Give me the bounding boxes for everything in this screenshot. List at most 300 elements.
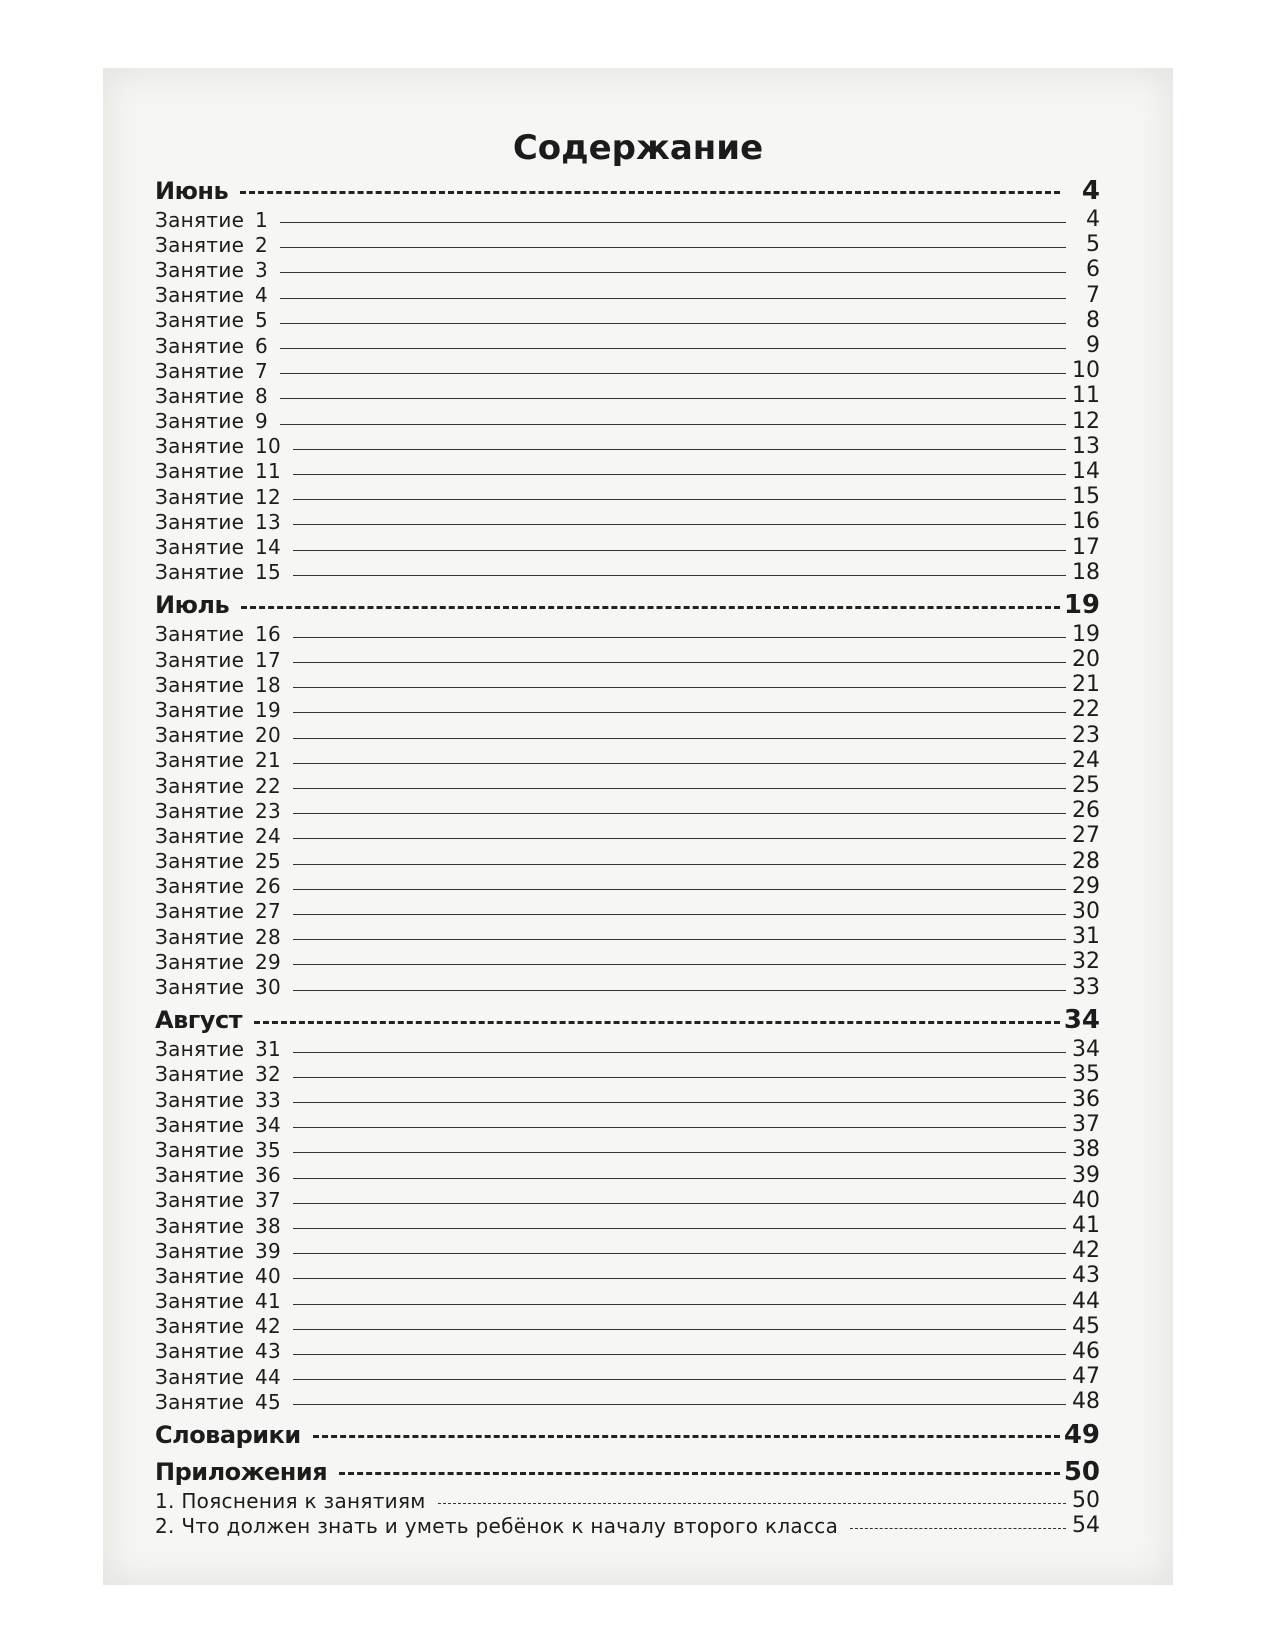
- line-leader: [293, 1203, 1066, 1204]
- entry-word: Занятие: [155, 283, 245, 308]
- line-leader: [293, 1278, 1066, 1279]
- entry-label: [155, 535, 281, 559]
- dash-leader: [240, 191, 1060, 194]
- entry-label: [155, 698, 281, 722]
- lesson-number: 30: [255, 975, 282, 1000]
- lesson-number: 32: [255, 1062, 282, 1087]
- toc-entry[interactable]: [155, 207, 1100, 232]
- entry-label: [155, 1390, 281, 1414]
- line-leader: [293, 939, 1066, 940]
- entry-word: Занятие: [155, 1314, 245, 1339]
- section-page-number: 50: [1063, 1456, 1100, 1487]
- entry-label: [155, 899, 281, 923]
- entry-page-number: 32: [1072, 949, 1100, 975]
- entry-page-number: 16: [1072, 509, 1100, 535]
- entry-page-number: 5: [1086, 232, 1100, 258]
- lesson-number: 25: [255, 849, 282, 874]
- entry-word: Занятие: [155, 1163, 245, 1188]
- line-leader: [293, 550, 1066, 551]
- entry-word: Занятие: [155, 308, 245, 333]
- lesson-number: 24: [255, 823, 282, 848]
- toc-entry[interactable]: [155, 560, 1100, 585]
- toc-entry[interactable]: [155, 1112, 1100, 1137]
- toc-entry[interactable]: [155, 1137, 1100, 1162]
- line-leader: [280, 298, 1066, 299]
- entry-page-number: 14: [1072, 458, 1100, 484]
- entry-label: [155, 1314, 281, 1338]
- entry-word: Занятие: [155, 1087, 245, 1112]
- lesson-number: 19: [255, 697, 282, 722]
- lesson-number: 21: [255, 748, 282, 773]
- entry-label: [155, 849, 281, 873]
- entry-word: Занятие: [155, 560, 245, 585]
- lesson-number: 41: [255, 1289, 282, 1314]
- entry-page-number: 12: [1072, 408, 1100, 434]
- entry-page-number: 4: [1086, 207, 1100, 233]
- lesson-number: 11: [255, 459, 282, 484]
- toc-entry[interactable]: [155, 459, 1100, 484]
- toc-entry[interactable]: [155, 1037, 1100, 1062]
- toc-section-june[interactable]: [155, 174, 1100, 207]
- entry-label: [155, 1037, 281, 1061]
- entry-page-number: 34: [1072, 1036, 1100, 1062]
- entry-word: Занятие: [155, 949, 245, 974]
- section-title: Июль: [155, 591, 230, 620]
- entry-word: Занятие: [155, 823, 245, 848]
- dash-leader: [438, 1503, 1066, 1504]
- entry-label: [155, 1264, 281, 1288]
- entry-page-number: 18: [1072, 559, 1100, 585]
- lesson-number: 17: [255, 647, 282, 672]
- entry-word: Занятие: [155, 409, 245, 434]
- dash-leader: [254, 1021, 1060, 1024]
- lesson-number: 38: [255, 1213, 282, 1238]
- entry-word: Занятие: [155, 1062, 245, 1087]
- toc-entry[interactable]: [155, 1213, 1100, 1238]
- line-leader: [280, 398, 1066, 399]
- entry-page-number: 8: [1086, 307, 1100, 333]
- toc-entry[interactable]: [155, 257, 1100, 282]
- lesson-number: 27: [255, 899, 282, 924]
- entry-label: [155, 1163, 281, 1187]
- entry-label: [155, 1239, 281, 1263]
- entry-word: Занятие: [155, 1137, 245, 1162]
- lesson-number: 35: [255, 1137, 282, 1162]
- toc-entry[interactable]: [155, 874, 1100, 899]
- toc-entry[interactable]: [155, 672, 1100, 697]
- toc-entry[interactable]: [155, 534, 1100, 559]
- entry-label: [155, 560, 281, 584]
- entry-page-number: 39: [1072, 1162, 1100, 1188]
- entry-word: Занятие: [155, 207, 245, 232]
- toc-entry[interactable]: [155, 509, 1100, 534]
- lesson-number: 7: [255, 358, 269, 383]
- entry-word: Занятие: [155, 874, 245, 899]
- entry-label: [155, 1062, 281, 1086]
- lesson-number: 42: [255, 1314, 282, 1339]
- entry-page-number: 41: [1072, 1213, 1100, 1239]
- entry-word: Занятие: [155, 1289, 245, 1314]
- entry-label: [155, 874, 281, 898]
- entry-word: Занятие: [155, 723, 245, 748]
- line-leader: [280, 222, 1066, 223]
- entry-page-number: 30: [1072, 898, 1100, 924]
- entry-label: [155, 723, 281, 747]
- entry-page-number: 27: [1072, 823, 1100, 849]
- lesson-number: 14: [255, 535, 282, 560]
- entry-page-number: 6: [1086, 257, 1100, 283]
- entry-label: [155, 233, 268, 257]
- toc-entry[interactable]: [155, 1289, 1100, 1314]
- toc-appendix-item[interactable]: [155, 1513, 1100, 1538]
- entry-label: [155, 824, 281, 848]
- toc-entry[interactable]: [155, 308, 1100, 333]
- entry-page-number: 11: [1072, 383, 1100, 409]
- section-page-number: 19: [1063, 590, 1100, 621]
- line-leader: [293, 524, 1066, 525]
- toc-section-dictionaries[interactable]: [155, 1418, 1100, 1451]
- entry-page-number: 17: [1072, 534, 1100, 560]
- line-leader: [293, 838, 1066, 839]
- section-title: Август: [155, 1006, 243, 1035]
- toc-entry[interactable]: [155, 748, 1100, 773]
- toc-entry[interactable]: [155, 383, 1100, 408]
- toc-entry[interactable]: [155, 899, 1100, 924]
- lesson-number: 18: [255, 672, 282, 697]
- lesson-number: 39: [255, 1238, 282, 1263]
- entry-page-number: 13: [1072, 433, 1100, 459]
- entry-label: [155, 384, 268, 408]
- toc-section-august[interactable]: [155, 1004, 1100, 1037]
- dash-leader: [339, 1472, 1060, 1475]
- line-leader: [293, 1102, 1066, 1103]
- entry-label: [155, 925, 281, 949]
- line-leader: [293, 738, 1066, 739]
- line-leader: [293, 1329, 1066, 1330]
- line-leader: [293, 1379, 1066, 1380]
- lesson-number: 4: [255, 283, 269, 308]
- line-leader: [293, 449, 1066, 450]
- toc-section-appendices[interactable]: [155, 1455, 1100, 1488]
- toc-entry[interactable]: [155, 647, 1100, 672]
- entry-page-number: 48: [1072, 1389, 1100, 1415]
- entry-word: Занятие: [155, 899, 245, 924]
- lesson-number: 45: [255, 1389, 282, 1414]
- lesson-number: 43: [255, 1339, 282, 1364]
- toc-entry[interactable]: [155, 358, 1100, 383]
- lesson-number: 36: [255, 1163, 282, 1188]
- entry-label: [155, 359, 268, 383]
- entry-word: Занятие: [155, 257, 245, 282]
- section-page-number: 49: [1063, 1419, 1100, 1450]
- entry-label: [155, 975, 281, 999]
- entry-page-number: 21: [1072, 672, 1100, 698]
- line-leader: [293, 637, 1066, 638]
- entry-page-number: 36: [1072, 1087, 1100, 1113]
- entry-page-number: 43: [1072, 1263, 1100, 1289]
- section-page-number: 34: [1063, 1005, 1100, 1036]
- toc-entry[interactable]: [155, 409, 1100, 434]
- line-leader: [293, 1228, 1066, 1229]
- entry-label: [155, 1113, 281, 1137]
- entry-word: Занятие: [155, 358, 245, 383]
- entry-word: Занятие: [155, 1213, 245, 1238]
- line-leader: [293, 889, 1066, 890]
- entry-label: [155, 258, 268, 282]
- section-title: Приложения: [155, 1457, 328, 1486]
- entry-word: Занятие: [155, 647, 245, 672]
- lesson-number: 5: [255, 308, 269, 333]
- entry-page-number: 10: [1072, 358, 1100, 384]
- entry-label: [155, 283, 268, 307]
- toc-entry[interactable]: [155, 232, 1100, 257]
- line-leader: [280, 272, 1066, 273]
- entry-page-number: 38: [1072, 1137, 1100, 1163]
- entry-word: Занятие: [155, 1339, 245, 1364]
- toc-entry[interactable]: [155, 849, 1100, 874]
- entry-page-number: 42: [1072, 1238, 1100, 1264]
- entry-word: Занятие: [155, 333, 245, 358]
- entry-word: Занятие: [155, 748, 245, 773]
- entry-label: [155, 1188, 281, 1212]
- line-leader: [293, 499, 1066, 500]
- entry-label: [155, 748, 281, 772]
- entry-word: Занятие: [155, 697, 245, 722]
- line-leader: [293, 1052, 1066, 1053]
- entry-word: Занятие: [155, 1037, 245, 1062]
- entry-label: [155, 774, 281, 798]
- line-leader: [293, 1253, 1066, 1254]
- line-leader: [293, 763, 1066, 764]
- lesson-number: 16: [255, 622, 282, 647]
- lesson-number: 37: [255, 1188, 282, 1213]
- entry-label: [155, 1138, 281, 1162]
- toc-entry[interactable]: [155, 798, 1100, 823]
- dash-leader: [241, 606, 1060, 609]
- lesson-number: 3: [255, 257, 269, 282]
- line-leader: [293, 990, 1066, 991]
- entry-label: [155, 409, 268, 433]
- appendix-page-number: 54: [1072, 1513, 1100, 1539]
- lesson-number: 33: [255, 1087, 282, 1112]
- line-leader: [293, 914, 1066, 915]
- entry-label: [155, 1339, 281, 1363]
- entry-word: Занятие: [155, 798, 245, 823]
- entry-word: Занятие: [155, 459, 245, 484]
- page-title: Содержание: [512, 128, 764, 168]
- toc-entry[interactable]: [155, 1364, 1100, 1389]
- toc-entry[interactable]: [155, 773, 1100, 798]
- entry-word: Занятие: [155, 975, 245, 1000]
- entry-label: [155, 485, 281, 509]
- line-leader: [293, 1077, 1066, 1078]
- entry-page-number: 26: [1072, 798, 1100, 824]
- line-leader: [293, 662, 1066, 663]
- toc-entry[interactable]: [155, 622, 1100, 647]
- entry-word: Занятие: [155, 509, 245, 534]
- lesson-number: 15: [255, 560, 282, 585]
- entry-word: Занятие: [155, 849, 245, 874]
- entry-page-number: 19: [1072, 621, 1100, 647]
- toc-entry[interactable]: [155, 1314, 1100, 1339]
- entry-page-number: 25: [1072, 773, 1100, 799]
- toc-entry[interactable]: [155, 949, 1100, 974]
- entry-page-number: 15: [1072, 484, 1100, 510]
- lesson-number: 22: [255, 773, 282, 798]
- entry-page-number: 46: [1072, 1338, 1100, 1364]
- lesson-number: 44: [255, 1364, 282, 1389]
- entry-label: [155, 622, 281, 646]
- entry-label: [155, 434, 281, 458]
- entry-label: [155, 1214, 281, 1238]
- line-leader: [293, 1152, 1066, 1153]
- table-of-contents: [155, 174, 1100, 1538]
- entry-label: [155, 950, 281, 974]
- line-leader: [293, 864, 1066, 865]
- entry-page-number: 33: [1072, 974, 1100, 1000]
- lesson-number: 2: [255, 232, 269, 257]
- lesson-number: 34: [255, 1112, 282, 1137]
- toc-entry[interactable]: [155, 1238, 1100, 1263]
- lesson-number: 8: [255, 383, 269, 408]
- toc-entry[interactable]: [155, 697, 1100, 722]
- entry-label: [155, 1289, 281, 1313]
- entry-word: Занятие: [155, 924, 245, 949]
- lesson-number: 6: [255, 333, 269, 358]
- entry-word: Занятие: [155, 535, 245, 560]
- toc-entry[interactable]: [155, 924, 1100, 949]
- lesson-number: 10: [255, 434, 282, 459]
- line-leader: [293, 1304, 1066, 1305]
- entry-word: Занятие: [155, 434, 245, 459]
- toc-entry[interactable]: [155, 1263, 1100, 1288]
- entry-page-number: 29: [1072, 873, 1100, 899]
- entry-word: Занятие: [155, 1263, 245, 1288]
- toc-entry[interactable]: [155, 1087, 1100, 1112]
- entry-label: [155, 799, 281, 823]
- line-leader: [293, 712, 1066, 713]
- appendix-label: 1. Пояснения к занятиям: [155, 1488, 426, 1513]
- entry-label: [155, 208, 268, 232]
- entry-page-number: 31: [1072, 924, 1100, 950]
- toc-appendix-item[interactable]: [155, 1488, 1100, 1513]
- lesson-number: 26: [255, 874, 282, 899]
- lesson-number: 28: [255, 924, 282, 949]
- entry-label: [155, 1365, 281, 1389]
- line-leader: [280, 424, 1066, 425]
- toc-entry[interactable]: [155, 974, 1100, 999]
- entry-word: Занятие: [155, 383, 245, 408]
- appendix-page-number: 50: [1072, 1488, 1100, 1514]
- lesson-number: 13: [255, 509, 282, 534]
- entry-page-number: 40: [1072, 1187, 1100, 1213]
- toc-entry[interactable]: [155, 1188, 1100, 1213]
- line-leader: [293, 1354, 1066, 1355]
- entry-label: [155, 648, 281, 672]
- entry-label: [155, 308, 268, 332]
- section-title: Июнь: [155, 176, 229, 205]
- entry-page-number: 45: [1072, 1313, 1100, 1339]
- toc-entry[interactable]: [155, 1339, 1100, 1364]
- entry-word: Занятие: [155, 1389, 245, 1414]
- entry-page-number: 9: [1086, 333, 1100, 359]
- line-leader: [293, 1404, 1066, 1405]
- toc-entry[interactable]: [155, 823, 1100, 848]
- entry-word: Занятие: [155, 1238, 245, 1263]
- entry-word: Занятие: [155, 672, 245, 697]
- lesson-number: 23: [255, 798, 282, 823]
- entry-page-number: 24: [1072, 747, 1100, 773]
- toc-entry[interactable]: [155, 434, 1100, 459]
- line-leader: [293, 964, 1066, 965]
- lesson-number: 31: [255, 1037, 282, 1062]
- toc-section-july[interactable]: [155, 589, 1100, 622]
- section-page-number: 4: [1081, 175, 1100, 206]
- lesson-number: 9: [255, 409, 269, 434]
- lesson-number: 20: [255, 723, 282, 748]
- entry-word: Занятие: [155, 1364, 245, 1389]
- entry-page-number: 35: [1072, 1061, 1100, 1087]
- entry-label: [155, 673, 281, 697]
- line-leader: [280, 323, 1066, 324]
- toc-entry[interactable]: [155, 333, 1100, 358]
- toc-entry[interactable]: [155, 283, 1100, 308]
- line-leader: [280, 348, 1066, 349]
- lesson-number: 40: [255, 1263, 282, 1288]
- entry-word: Занятие: [155, 622, 245, 647]
- lesson-number: 12: [255, 484, 282, 509]
- entry-page-number: 28: [1072, 848, 1100, 874]
- line-leader: [293, 1127, 1066, 1128]
- entry-page-number: 22: [1072, 697, 1100, 723]
- entry-word: Занятие: [155, 232, 245, 257]
- dash-leader: [850, 1528, 1066, 1529]
- entry-page-number: 20: [1072, 647, 1100, 673]
- line-leader: [280, 247, 1066, 248]
- entry-page-number: 7: [1086, 282, 1100, 308]
- appendix-label: 2. Что должен знать и уметь ребёнок к началу второго класса: [155, 1513, 839, 1538]
- entry-word: Занятие: [155, 1112, 245, 1137]
- entry-label: [155, 334, 268, 358]
- entry-page-number: 37: [1072, 1112, 1100, 1138]
- entry-word: Занятие: [155, 1188, 245, 1213]
- dash-leader: [313, 1435, 1060, 1438]
- line-leader: [293, 1178, 1066, 1179]
- line-leader: [293, 474, 1066, 475]
- line-leader: [293, 813, 1066, 814]
- entry-word: Занятие: [155, 484, 245, 509]
- line-leader: [293, 575, 1066, 576]
- entry-page-number: 44: [1072, 1288, 1100, 1314]
- toc-entry[interactable]: [155, 1389, 1100, 1414]
- entry-label: [155, 510, 281, 534]
- lesson-number: 29: [255, 949, 282, 974]
- toc-entry[interactable]: [155, 484, 1100, 509]
- entry-word: Занятие: [155, 773, 245, 798]
- entry-label: [155, 1088, 281, 1112]
- toc-entry[interactable]: [155, 723, 1100, 748]
- lesson-number: 1: [255, 207, 269, 232]
- line-leader: [293, 687, 1066, 688]
- entry-page-number: 47: [1072, 1364, 1100, 1390]
- section-title: Словарики: [155, 1420, 301, 1449]
- entry-page-number: 23: [1072, 722, 1100, 748]
- line-leader: [293, 788, 1066, 789]
- line-leader: [280, 373, 1066, 374]
- toc-entry[interactable]: [155, 1163, 1100, 1188]
- toc-entry[interactable]: [155, 1062, 1100, 1087]
- entry-label: [155, 459, 281, 483]
